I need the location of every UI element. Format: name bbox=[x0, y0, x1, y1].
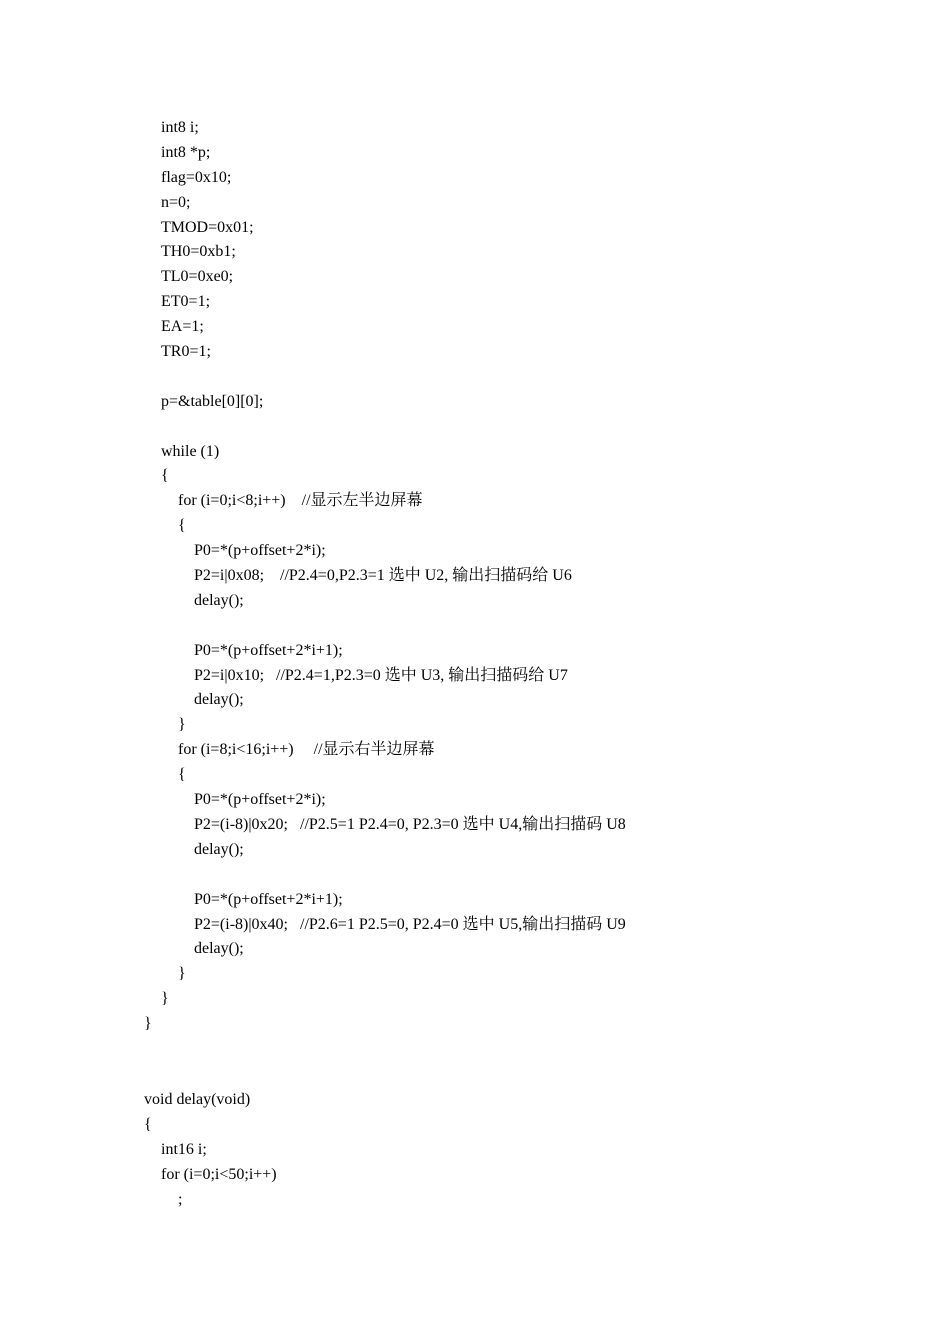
code-line bbox=[0, 1188, 950, 1213]
code-line-text: int8 *p; bbox=[161, 143, 211, 161]
code-line bbox=[0, 265, 950, 290]
code-line bbox=[0, 191, 950, 216]
code-line-text: flag=0x10; bbox=[161, 168, 232, 186]
code-line bbox=[0, 539, 950, 564]
code-line-text: P0=*(p+offset+2*i); bbox=[194, 791, 326, 809]
code-line-text: { bbox=[178, 766, 186, 784]
code-line-text: while (1) bbox=[161, 442, 220, 460]
code-line bbox=[0, 116, 950, 141]
code-line bbox=[0, 166, 950, 191]
code-line bbox=[0, 838, 950, 863]
code-line-text: EA=1; bbox=[161, 318, 204, 336]
code-line-text: } bbox=[178, 965, 186, 983]
code-line-text: p=&table[0][0]; bbox=[161, 392, 264, 410]
code-line-text: P2=(i-8)|0x40; //P2.6=1 P2.5=0, P2.4=0 选中 U5,输出扫描码 U9 bbox=[194, 915, 626, 933]
code-line bbox=[0, 913, 950, 938]
code-line bbox=[0, 962, 950, 987]
code-line-text: TR0=1; bbox=[161, 343, 211, 361]
code-line-text: for (i=0;i<8;i++) //显示左半边屏幕 bbox=[178, 492, 423, 510]
code-line-text: TMOD=0x01; bbox=[161, 218, 254, 236]
code-line-text: int8 i; bbox=[161, 119, 199, 136]
code-line-text: TL0=0xe0; bbox=[161, 268, 234, 286]
blank-line bbox=[0, 1037, 950, 1088]
code-line bbox=[0, 216, 950, 241]
code-line-text: { bbox=[161, 467, 169, 485]
code-line-text: P2=i|0x08; //P2.4=0,P2.3=1 选中 U2, 输出扫描码给 U6 bbox=[194, 567, 572, 585]
code-line-text: delay(); bbox=[194, 840, 244, 858]
code-line-text: ET0=1; bbox=[161, 293, 211, 311]
code-line bbox=[0, 290, 950, 315]
code-line-text: n=0; bbox=[161, 193, 191, 211]
code-line bbox=[0, 390, 950, 415]
code-line-text: delay(); bbox=[194, 940, 244, 958]
code-line bbox=[0, 1163, 950, 1188]
code-line bbox=[0, 713, 950, 738]
code-line-text: TH0=0xb1; bbox=[161, 243, 236, 261]
blank-line bbox=[0, 863, 950, 888]
code-line bbox=[0, 315, 950, 340]
code-line bbox=[0, 489, 950, 514]
code-line-text: } bbox=[144, 1015, 152, 1033]
code-line bbox=[0, 1113, 950, 1138]
code-line bbox=[0, 340, 950, 365]
code-line bbox=[0, 788, 950, 813]
code-line bbox=[0, 738, 950, 763]
code-line-text: for (i=8;i<16;i++) //显示右半边屏幕 bbox=[178, 741, 435, 759]
code-line bbox=[0, 688, 950, 713]
code-line-text: for (i=0;i<50;i++) bbox=[161, 1165, 277, 1183]
blank-line bbox=[0, 415, 950, 440]
code-line-text: P0=*(p+offset+2*i); bbox=[194, 542, 326, 560]
code-line bbox=[0, 440, 950, 465]
code-line-text: { bbox=[178, 517, 186, 535]
code-line bbox=[0, 1138, 950, 1163]
code-line bbox=[0, 639, 950, 664]
code-line bbox=[0, 1012, 950, 1037]
code-line-text: delay(); bbox=[194, 591, 244, 609]
code-line bbox=[0, 937, 950, 962]
code-line-text: int16 i; bbox=[161, 1140, 207, 1158]
code-listing bbox=[0, 116, 950, 1212]
code-line bbox=[0, 141, 950, 166]
code-line-text: { bbox=[144, 1115, 152, 1133]
blank-line bbox=[0, 614, 950, 639]
code-line-text: void delay(void) bbox=[144, 1090, 251, 1108]
code-line bbox=[0, 813, 950, 838]
code-line bbox=[0, 464, 950, 489]
code-line-text: P0=*(p+offset+2*i+1); bbox=[194, 641, 343, 659]
code-line-text: P2=(i-8)|0x20; //P2.5=1 P2.4=0, P2.3=0 选中 U4,输出扫描码 U8 bbox=[194, 815, 626, 833]
code-line bbox=[0, 664, 950, 689]
code-line bbox=[0, 564, 950, 589]
code-line-text: ; bbox=[178, 1190, 183, 1208]
code-line-text: } bbox=[178, 716, 186, 734]
code-line bbox=[0, 240, 950, 265]
code-line bbox=[0, 589, 950, 614]
code-line-text: P2=i|0x10; //P2.4=1,P2.3=0 选中 U3, 输出扫描码给 U7 bbox=[194, 666, 568, 684]
code-line bbox=[0, 1088, 950, 1113]
code-line bbox=[0, 888, 950, 913]
code-line bbox=[0, 763, 950, 788]
blank-line bbox=[0, 365, 950, 390]
code-line-text: P0=*(p+offset+2*i+1); bbox=[194, 890, 343, 908]
code-line-text: } bbox=[161, 990, 169, 1008]
code-line bbox=[0, 987, 950, 1012]
code-line-text: delay(); bbox=[194, 691, 244, 709]
code-line bbox=[0, 514, 950, 539]
